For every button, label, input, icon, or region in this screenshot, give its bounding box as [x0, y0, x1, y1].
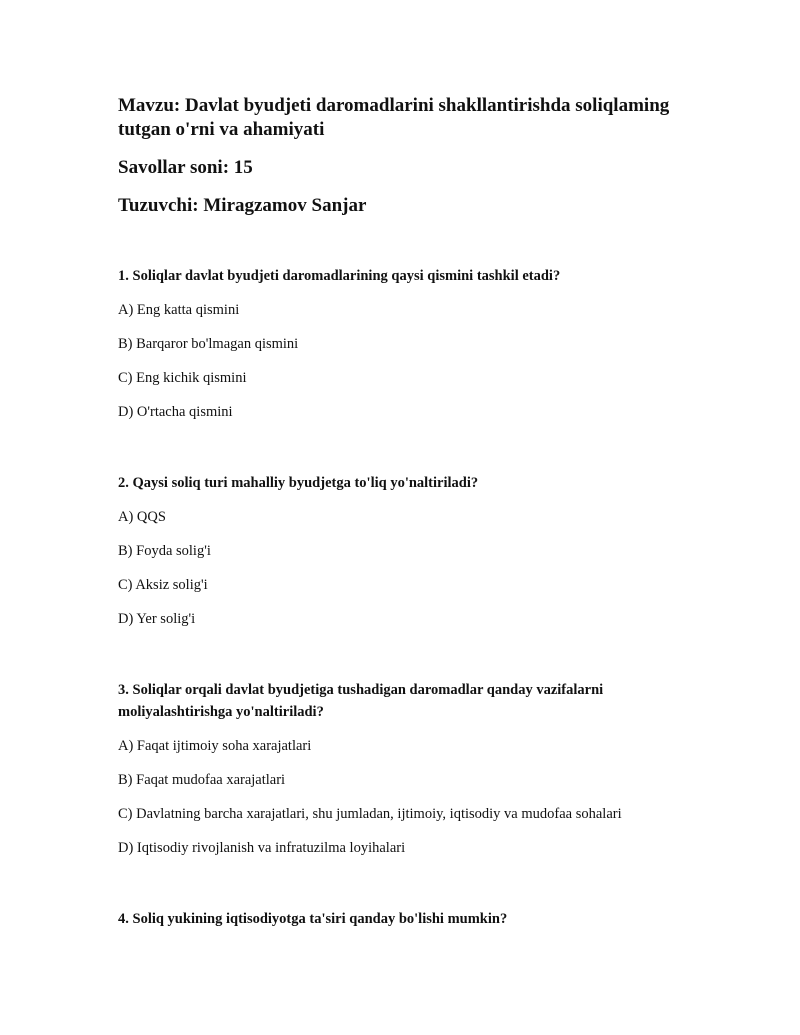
question-text: 1. Soliqlar davlat byudjeti daromadlarining qaysi qismini tashkil etadi?	[118, 268, 561, 284]
answer-option-d: D) Yer solig'i	[118, 611, 196, 627]
author-line: Tuzuvchi: Miragzamov Sanjar	[118, 195, 367, 216]
question-3	[118, 679, 678, 858]
document-page	[118, 94, 678, 930]
question-text: 2. Qaysi soliq turi mahalliy byudjetga to'liq yo'naltiriladi?	[118, 475, 479, 491]
answer-option-a: A) QQS	[118, 509, 166, 525]
answer-option-c: C) Aksiz solig'i	[118, 577, 208, 593]
question-1	[118, 265, 678, 422]
answer-option-c: C) Davlatning barcha xarajatlari, shu jumladan, ijtimoiy, iqtisodiy va mudofaa sohalari	[118, 806, 622, 822]
answer-option-b: B) Barqaror bo'lmagan qismini	[118, 336, 299, 352]
answer-option-a: A) Faqat ijtimoiy soha xarajatlari	[118, 738, 312, 754]
answer-option-b: B) Faqat mudofaa xarajatlari	[118, 772, 286, 788]
answer-option-c: C) Eng kichik qismini	[118, 370, 247, 386]
answer-option-d: D) Iqtisodiy rivojlanish va infratuzilma loyihalari	[118, 840, 406, 856]
question-2	[118, 472, 678, 629]
question-text: 3. Soliqlar orqali davlat byudjetiga tushadigan daromadlar qanday vazifalarni moliyalashtirishga yo'naltiriladi?	[118, 682, 604, 720]
answer-option-a: A) Eng katta qismini	[118, 302, 240, 318]
document-title: Mavzu: Davlat byudjeti daromadlarini shakllantirishda soliqlaming tutgan o'rni va ahamiyati	[118, 95, 670, 140]
question-text: 4. Soliq yukining iqtisodiyotga ta'siri qanday bo'lishi mumkin?	[118, 911, 508, 927]
answer-option-d: D) O'rtacha qismini	[118, 404, 233, 420]
answer-option-b: B) Foyda solig'i	[118, 543, 211, 559]
question-count: Savollar soni: 15	[118, 157, 253, 178]
question-4	[118, 908, 678, 930]
